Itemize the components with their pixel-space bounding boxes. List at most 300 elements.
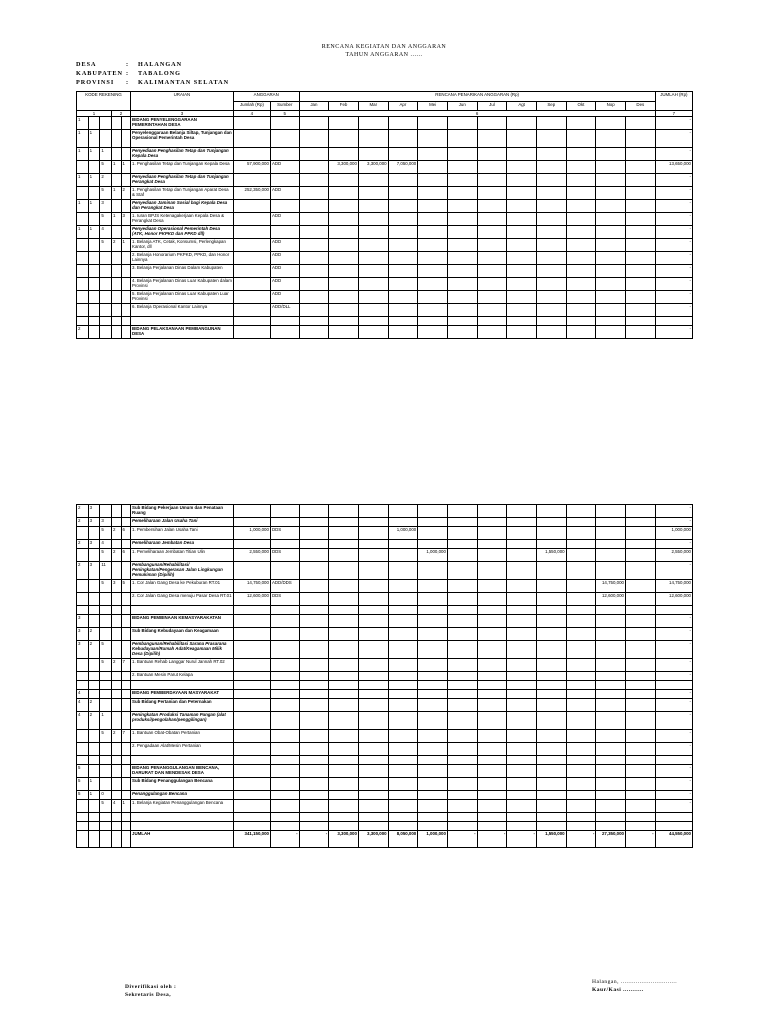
table-row [77, 672, 693, 681]
month-cell [388, 615, 418, 628]
uraian-cell: 6. Belanja Operasional Kantor Lainnya [131, 304, 234, 317]
month-cell: 14,750,000 [596, 580, 626, 593]
month-cell [477, 226, 507, 239]
kode-cell: 4 [77, 712, 89, 730]
kode-cell: 2 [111, 239, 121, 252]
month-cell [329, 505, 359, 518]
jumlah-cell [233, 730, 270, 743]
jumlah-cell [233, 628, 270, 641]
total-cell: - [655, 743, 692, 756]
jumlah-cell [233, 226, 270, 239]
kode-cell: 1 [88, 148, 100, 161]
month-cell [596, 252, 626, 265]
month-cell [299, 580, 329, 593]
total-cell: - [655, 672, 692, 681]
kode-cell [77, 252, 89, 265]
total-jumlah: 341,150,000 [233, 831, 270, 848]
kode-cell [111, 117, 121, 130]
month-cell [625, 813, 655, 822]
kode-cell [88, 659, 100, 672]
kode-cell [121, 148, 131, 161]
month-header: Jun [447, 102, 477, 111]
month-cell [566, 699, 596, 712]
kode-cell [111, 615, 121, 628]
month-cell [388, 239, 418, 252]
month-cell [536, 813, 566, 822]
kode-cell: 2 [77, 326, 89, 339]
total-cell: - [655, 659, 692, 672]
month-cell [507, 580, 537, 593]
month-cell [329, 278, 359, 291]
month-cell [536, 527, 566, 540]
month-cell [507, 593, 537, 606]
month-cell [477, 252, 507, 265]
total-cell: - [655, 148, 692, 161]
total-month: - [299, 831, 329, 848]
kode-cell: 3 [88, 505, 100, 518]
month-cell [596, 672, 626, 681]
month-cell [299, 527, 329, 540]
month-cell [566, 317, 596, 326]
month-cell [329, 681, 359, 690]
month-cell [447, 756, 477, 765]
month-cell [507, 161, 537, 174]
month-cell [358, 672, 388, 681]
month-cell [418, 628, 448, 641]
kode-cell: 6 [121, 549, 131, 562]
month-cell [418, 213, 448, 226]
month-cell [358, 712, 388, 730]
month-header: Mei [418, 102, 448, 111]
month-cell [447, 304, 477, 317]
month-cell [329, 712, 359, 730]
month-cell [447, 672, 477, 681]
total-cell: - [655, 200, 692, 213]
kode-cell [77, 580, 89, 593]
month-cell [536, 699, 566, 712]
month-cell [299, 606, 329, 615]
month-cell [358, 778, 388, 791]
month-cell [358, 765, 388, 778]
kode-cell [100, 326, 112, 339]
jumlah-cell [233, 699, 270, 712]
month-cell: 3,300,000 [358, 161, 388, 174]
month-cell [507, 562, 537, 580]
jumlah-cell [233, 252, 270, 265]
month-cell [566, 549, 596, 562]
kode-cell: 6 [121, 527, 131, 540]
table-row [77, 593, 693, 606]
month-cell [625, 117, 655, 130]
kode-cell [111, 518, 121, 527]
month-cell [477, 518, 507, 527]
month-cell [625, 304, 655, 317]
month-cell [566, 200, 596, 213]
kode-cell [100, 130, 112, 148]
month-cell [596, 518, 626, 527]
month-cell [477, 813, 507, 822]
month-cell [329, 200, 359, 213]
month-cell [596, 822, 626, 831]
month-cell [507, 659, 537, 672]
table-row [77, 813, 693, 822]
table-row [77, 187, 693, 200]
kode-cell [77, 291, 89, 304]
table-row [77, 226, 693, 239]
month-cell [536, 743, 566, 756]
month-cell: 3,300,000 [329, 161, 359, 174]
kode-cell [88, 593, 100, 606]
month-cell [447, 239, 477, 252]
month-cell [299, 791, 329, 800]
month-cell [388, 800, 418, 813]
month-cell [299, 187, 329, 200]
month-cell [447, 226, 477, 239]
month-cell [447, 130, 477, 148]
month-cell [596, 690, 626, 699]
kode-cell: 3 [100, 200, 112, 213]
kode-cell [111, 606, 121, 615]
total-month: - [447, 831, 477, 848]
kode-cell [100, 822, 112, 831]
table-row [77, 213, 693, 226]
total-cell: 2,550,000 [655, 549, 692, 562]
table-row [77, 174, 693, 187]
kode-cell: 4 [111, 800, 121, 813]
kode-cell [111, 252, 121, 265]
month-cell [625, 641, 655, 659]
uraian-cell: Sub Bidang Kebudayaan dan Keagamaan [131, 628, 234, 641]
month-cell [447, 252, 477, 265]
kode-cell [121, 641, 131, 659]
kode-cell: 1 [77, 200, 89, 213]
month-cell [566, 239, 596, 252]
month-cell [299, 730, 329, 743]
kode-cell [100, 743, 112, 756]
jumlah-cell: 252,350,000 [233, 187, 270, 200]
month-cell [507, 540, 537, 549]
total-cell: - [655, 505, 692, 518]
kode-cell: 3 [77, 615, 89, 628]
kode-cell [77, 549, 89, 562]
month-cell [299, 252, 329, 265]
kode-cell [121, 756, 131, 765]
kode-cell: 5 [77, 778, 89, 791]
month-cell [388, 226, 418, 239]
month-cell [447, 117, 477, 130]
kode-cell [100, 672, 112, 681]
kode-cell [88, 822, 100, 831]
month-cell [507, 200, 537, 213]
month-cell [447, 628, 477, 641]
month-cell [536, 239, 566, 252]
table-row [77, 527, 693, 540]
sumber-cell [270, 615, 299, 628]
month-cell [299, 317, 329, 326]
month-cell [329, 615, 359, 628]
month-cell [507, 117, 537, 130]
total-cell: - [655, 278, 692, 291]
month-cell [507, 743, 537, 756]
month-cell [536, 174, 566, 187]
sumber-cell [270, 743, 299, 756]
total-month: - [507, 831, 537, 848]
table-row [77, 130, 693, 148]
month-cell [625, 743, 655, 756]
uraian-cell: Penyediaan Operasional Pemerintah Desa (ATK, Honor PKPKD dan PPKD dll) [131, 226, 234, 239]
sumber-cell: DDS [270, 549, 299, 562]
kode-cell: 2 [77, 518, 89, 527]
index-cell: 3 [131, 111, 234, 117]
sumber-cell [270, 200, 299, 213]
kode-cell [100, 278, 112, 291]
kode-cell [111, 672, 121, 681]
kode-cell [88, 831, 100, 848]
jumlah-cell [233, 791, 270, 800]
month-cell [596, 562, 626, 580]
month-cell [447, 822, 477, 831]
month-cell [299, 659, 329, 672]
month-cell [299, 562, 329, 580]
month-cell [566, 226, 596, 239]
month-cell [299, 712, 329, 730]
jumlah-cell [233, 317, 270, 326]
index-cell: 2 [111, 111, 130, 117]
total-month: 1,000,000 [418, 831, 448, 848]
month-cell [566, 822, 596, 831]
month-cell [625, 712, 655, 730]
uraian-cell: 1. Cor Jalan Gang Desa ke Pekuburan RT.01 [131, 580, 234, 593]
kode-cell [111, 174, 121, 187]
month-cell [596, 765, 626, 778]
month-cell [329, 291, 359, 304]
month-cell [625, 580, 655, 593]
kode-cell: 1 [88, 130, 100, 148]
month-cell [299, 161, 329, 174]
month-cell [358, 562, 388, 580]
month-cell [418, 672, 448, 681]
month-cell [418, 326, 448, 339]
kode-cell: 5 [100, 527, 112, 540]
kode-cell [121, 822, 131, 831]
kode-cell [121, 278, 131, 291]
sumber-cell [270, 540, 299, 549]
kode-cell [88, 800, 100, 813]
info-sep: : [126, 61, 130, 68]
month-cell [388, 130, 418, 148]
month-cell [447, 291, 477, 304]
info-sep: : [126, 79, 130, 86]
month-cell [536, 765, 566, 778]
month-cell [596, 317, 626, 326]
month-cell [299, 743, 329, 756]
table-row [77, 765, 693, 778]
month-cell [596, 641, 626, 659]
month-cell [596, 304, 626, 317]
month-cell [418, 239, 448, 252]
month-cell [566, 659, 596, 672]
jumlah-cell [233, 130, 270, 148]
month-cell [536, 505, 566, 518]
month-cell [477, 161, 507, 174]
kode-cell: 5 [100, 549, 112, 562]
month-cell [418, 593, 448, 606]
month-cell [299, 615, 329, 628]
sumber-cell [270, 813, 299, 822]
month-cell [447, 813, 477, 822]
month-cell [477, 130, 507, 148]
month-cell [596, 540, 626, 549]
kode-cell [100, 304, 112, 317]
month-cell [299, 239, 329, 252]
month-cell [299, 822, 329, 831]
kode-cell [100, 690, 112, 699]
month-cell [596, 505, 626, 518]
kode-cell: 5 [100, 213, 112, 226]
month-cell [477, 200, 507, 213]
month-cell [536, 756, 566, 765]
kode-cell [121, 505, 131, 518]
sumber-cell [270, 518, 299, 527]
uraian-cell [131, 756, 234, 765]
month-cell [596, 800, 626, 813]
month-cell [447, 518, 477, 527]
month-cell [507, 765, 537, 778]
month-cell [507, 291, 537, 304]
table-row [77, 743, 693, 756]
jumlah-cell [233, 800, 270, 813]
kode-cell: 2 [88, 628, 100, 641]
kode-cell [88, 317, 100, 326]
kode-cell [121, 304, 131, 317]
month-cell [477, 699, 507, 712]
kode-cell [121, 778, 131, 791]
table-row [77, 291, 693, 304]
kode-cell [121, 540, 131, 549]
uraian-cell: Pembangunan/Rehabilitasi Sarana Prasarana Kebudayaan/Rumah Adat/Keagamaan Milik Desa (Dipilih) [131, 641, 234, 659]
kode-cell: 5 [100, 161, 112, 174]
total-month: 3,300,000 [358, 831, 388, 848]
month-cell [329, 148, 359, 161]
jumlah-cell [233, 540, 270, 549]
uraian-cell: 1. Belanja Kegiatan Penanggulangan Bencana [131, 800, 234, 813]
month-cell [329, 130, 359, 148]
sumber-cell [270, 690, 299, 699]
month-cell [358, 593, 388, 606]
uraian-cell: BIDANG PENYELENGGARAAN PEMERINTAHAN DESA [131, 117, 234, 130]
month-cell [299, 130, 329, 148]
uraian-cell: 1. Pemeliharaan Jembatan Titian Ulin [131, 549, 234, 562]
month-cell [566, 117, 596, 130]
sumber-cell: DDS [270, 527, 299, 540]
month-cell [536, 278, 566, 291]
month-cell [447, 690, 477, 699]
month-cell [388, 813, 418, 822]
month-cell [477, 505, 507, 518]
month-cell [299, 200, 329, 213]
month-cell [596, 743, 626, 756]
kode-cell [77, 800, 89, 813]
month-header: Apr [388, 102, 418, 111]
month-cell [507, 681, 537, 690]
kode-cell: 5 [100, 730, 112, 743]
month-cell [329, 593, 359, 606]
kode-cell [100, 628, 112, 641]
kode-cell [77, 813, 89, 822]
month-cell [596, 549, 626, 562]
month-cell [329, 822, 359, 831]
month-cell [418, 822, 448, 831]
month-cell [447, 540, 477, 549]
kode-cell [88, 730, 100, 743]
month-cell [625, 278, 655, 291]
kode-cell: 1 [88, 791, 100, 800]
month-cell [388, 756, 418, 765]
month-cell [536, 615, 566, 628]
sumber-cell [270, 800, 299, 813]
month-cell [358, 699, 388, 712]
kode-cell [77, 213, 89, 226]
month-cell [596, 326, 626, 339]
kode-cell [88, 690, 100, 699]
kode-cell: 5 [121, 580, 131, 593]
kode-cell [100, 317, 112, 326]
kode-cell: 0 [100, 791, 112, 800]
jumlah-cell [233, 304, 270, 317]
month-cell [388, 213, 418, 226]
kode-cell: 7 [121, 730, 131, 743]
month-cell [447, 187, 477, 200]
month-cell [329, 117, 359, 130]
month-cell [566, 615, 596, 628]
month-cell [536, 187, 566, 200]
uraian-cell: Pemeliharaan Jalan Usaha Tani [131, 518, 234, 527]
month-cell [447, 200, 477, 213]
total-cell: - [655, 690, 692, 699]
budget-table-page-1 [76, 91, 693, 339]
secretary-label: Sekretaris Desa, [125, 992, 172, 998]
uraian-cell: BIDANG PENANGGULANGAN BENCANA, DARURAT DAN MENDESAK DESA [131, 765, 234, 778]
kode-cell: 2 [88, 641, 100, 659]
month-cell [536, 117, 566, 130]
month-cell [447, 549, 477, 562]
month-cell [625, 659, 655, 672]
month-cell [329, 641, 359, 659]
kode-cell: 3 [88, 518, 100, 527]
uraian-cell: Peningkatan Produksi Tanaman Pangan (alat produksi/pengolahan/penggilingan) [131, 712, 234, 730]
month-cell [299, 540, 329, 549]
month-cell [299, 641, 329, 659]
month-cell [625, 527, 655, 540]
month-cell [418, 187, 448, 200]
kode-cell [111, 831, 121, 848]
month-cell [418, 304, 448, 317]
kode-cell [121, 813, 131, 822]
total-cell: - [655, 252, 692, 265]
month-cell [358, 252, 388, 265]
month-cell [299, 549, 329, 562]
month-cell [566, 278, 596, 291]
month-cell [566, 562, 596, 580]
kode-cell [100, 765, 112, 778]
total-cell: - [655, 712, 692, 730]
month-cell [566, 130, 596, 148]
month-cell [596, 606, 626, 615]
kode-cell: 2 [77, 505, 89, 518]
kode-cell [111, 291, 121, 304]
total-cell: - [655, 130, 692, 148]
kode-cell: 3 [88, 562, 100, 580]
